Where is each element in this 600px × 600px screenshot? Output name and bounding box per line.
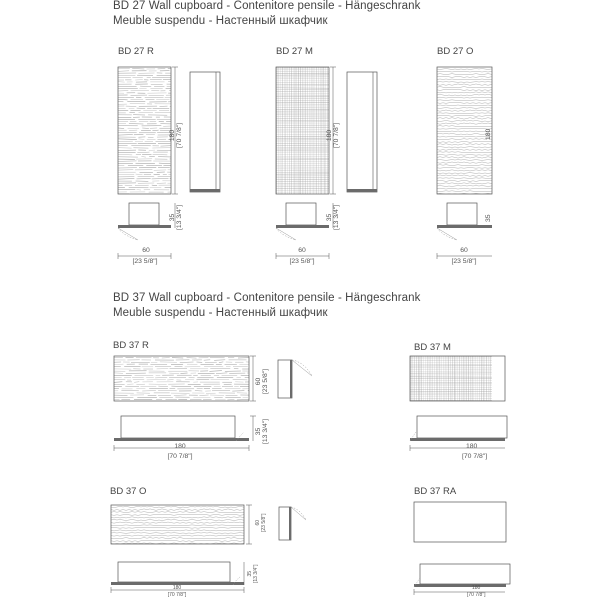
bd37o-width-dim: 180 (172, 585, 182, 591)
bd37r-width-in: [70 7/8"] (167, 453, 193, 460)
wave-line (437, 126, 497, 127)
wave-line (437, 152, 497, 153)
bd37r-front-pattern (114, 358, 263, 400)
section2-title: BD 37 Wall cupboard - Contenitore pensile - Hängeschrank (113, 292, 421, 304)
wood-grain-line (136, 174, 143, 175)
bd37m-label: BD 37 M (414, 342, 451, 353)
bd27r-width-dim: 60 (142, 247, 150, 254)
wave-line (437, 141, 497, 142)
bd27m-width-in: [23 5/8"] (289, 258, 315, 265)
bd37ra-top (420, 564, 510, 584)
wave-line (437, 188, 497, 189)
bd27m-top (286, 203, 316, 225)
wave-line (437, 105, 497, 106)
wave-line (437, 97, 497, 98)
bd37r-front (114, 356, 249, 401)
wave-line (111, 538, 249, 539)
wave-line (437, 100, 497, 101)
bd27o-drawing (437, 67, 497, 259)
bd37o-depth-dim: 35 [13 3/4"] (247, 564, 259, 583)
wave-line (437, 157, 497, 158)
wood-grain-line (152, 185, 157, 186)
bd27r-depth-dim: 35 [13 3/4"] (169, 204, 184, 230)
wave-line (437, 160, 497, 161)
wood-grain-line (174, 395, 187, 396)
wave-line (437, 115, 497, 116)
wave-line (437, 167, 497, 168)
bd37o-label: BD 37 O (110, 486, 147, 497)
wave-line (437, 82, 497, 83)
bd37ra-front (414, 502, 506, 542)
wood-grain-line (171, 386, 191, 387)
section2-subtitle: Meuble suspendu - Настенный шкафчик (113, 307, 328, 319)
bd27r-top (129, 203, 159, 225)
bd27m-drawing (276, 67, 377, 259)
wave-line (111, 535, 249, 536)
bd27m-front-pattern (276, 67, 329, 194)
bd27m-width-dim: 60 (298, 247, 306, 254)
wave-line (437, 123, 497, 124)
bd37o-top (118, 562, 230, 582)
bd27o-height-dim: 180 (485, 128, 492, 140)
wood-grain-line (118, 71, 129, 72)
wood-grain-line (187, 358, 197, 359)
wood-grain-line (118, 135, 133, 136)
bd27m-side (347, 72, 377, 192)
wood-grain-line (118, 154, 132, 155)
wave-line (437, 76, 497, 77)
bd27r-label: BD 27 R (118, 46, 154, 57)
wave-line (111, 533, 249, 534)
wood-grain-line (114, 364, 124, 365)
bd37ra-drawing (414, 502, 510, 595)
wave-line (111, 506, 249, 507)
wave-line (437, 173, 497, 174)
wave-line (111, 517, 249, 518)
wave-line (437, 165, 497, 166)
wave-line (111, 522, 249, 523)
wood-grain-line (118, 185, 123, 186)
bd27o-label: BD 27 O (437, 46, 474, 57)
bd27m-depth-dim: 35 [13 3/4"] (326, 204, 341, 230)
bd37m-width-dim: 180 (466, 443, 478, 450)
wave-line (437, 162, 497, 163)
wood-grain-line (158, 386, 168, 387)
wave-line (111, 509, 249, 510)
wave-line (437, 92, 497, 93)
wave-line (437, 180, 497, 181)
wave-line (437, 121, 497, 122)
wave-line (437, 71, 497, 72)
wave-line (437, 69, 497, 70)
wood-grain-line (155, 377, 167, 378)
bd27r-height-dim: 180 [70 7/8"] (169, 122, 184, 148)
bd37o-drawing (111, 505, 306, 593)
bd37r-side (278, 360, 292, 398)
wood-grain-line (138, 139, 144, 140)
bd27o-depth-dim: 35 (485, 214, 492, 222)
bd37ra-width-in: [70 7/8"] (467, 592, 486, 598)
wood-grain-line (152, 130, 158, 131)
bd37r-width-dim: 180 (174, 443, 186, 450)
wave-line (437, 154, 497, 155)
wood-grain-line (118, 139, 137, 140)
bd27o-width-dim: 60 (460, 247, 468, 254)
wood-grain-line (118, 179, 134, 180)
bd27o-width-in: [23 5/8"] (451, 258, 477, 265)
wave-line (437, 79, 497, 80)
wood-grain-line (237, 399, 255, 400)
wood-grain-line (140, 86, 151, 87)
bd37r-depth-dim: 35 [13 3/4"] (255, 418, 270, 444)
wave-line (111, 540, 249, 541)
wave-line (437, 178, 497, 179)
section1-subtitle: Meuble suspendu - Настенный шкафчик (113, 15, 328, 27)
wave-line (111, 527, 249, 528)
wood-grain-line (216, 373, 227, 374)
wave-line (437, 149, 497, 150)
bd27r-drawing (118, 67, 220, 259)
bd27m-height-dim: 180 [70 7/8"] (326, 122, 341, 148)
wave-line (437, 110, 497, 111)
wood-grain-line (138, 176, 155, 177)
bd37m-width-in: [70 7/8"] (462, 453, 488, 460)
section1-title: BD 27 Wall cupboard - Contenitore pensile - Hängeschrank (113, 0, 421, 12)
bd37r-top (121, 416, 235, 438)
bd27r-side (190, 72, 220, 192)
wood-grain-line (141, 157, 146, 158)
wave-line (437, 170, 497, 171)
wave-line (437, 144, 497, 145)
bd27r-width-in: [23 5/8"] (132, 258, 158, 265)
wave-line (111, 525, 249, 526)
wave-line (437, 74, 497, 75)
wave-line (437, 94, 497, 95)
wood-grain-line (134, 382, 139, 383)
wood-grain-line (241, 375, 256, 376)
wave-line (111, 530, 249, 531)
wood-grain-line (153, 154, 168, 155)
wave-line (437, 183, 497, 184)
bd37ra-width-dim: 180 (472, 585, 481, 591)
wood-grain-line (219, 362, 223, 363)
bd37m-drawing (410, 356, 507, 451)
bd27o-top (447, 203, 477, 225)
wave-line (437, 147, 497, 148)
wood-grain-line (180, 362, 194, 363)
wave-line (437, 89, 497, 90)
wave-line (437, 186, 497, 187)
bd37r-label: BD 37 R (113, 340, 149, 351)
wave-line (437, 87, 497, 88)
wave-line (437, 175, 497, 176)
bd37ra-label: BD 37 RA (414, 486, 457, 497)
wave-line (437, 191, 497, 192)
wood-grain-line (114, 399, 120, 400)
wood-grain-line (118, 161, 137, 162)
bd27m-label: BD 27 M (276, 46, 313, 57)
wood-grain-line (209, 371, 222, 372)
wood-grain-line (214, 360, 225, 361)
wave-line (111, 514, 249, 515)
bd37m-front-pattern (410, 356, 492, 401)
wave-line (437, 102, 497, 103)
wave-line (437, 108, 497, 109)
bd37r-drawing (114, 356, 312, 451)
wood-grain-line (159, 163, 170, 164)
wave-line (437, 84, 497, 85)
bd37r-height-dim: 60 [23 5/8"] (255, 368, 270, 394)
wood-grain-line (165, 187, 180, 188)
wood-grain-line (132, 69, 144, 70)
wave-line (437, 113, 497, 114)
bd37m-top (417, 416, 507, 438)
bd37o-front-pattern (111, 506, 249, 544)
wood-grain-line (214, 397, 223, 398)
bd37o-width-in: [70 7/8"] (167, 592, 187, 598)
bd37o-height-dim: 60 [23 5/8"] (255, 513, 267, 532)
wave-line (111, 519, 249, 520)
wood-grain-line (137, 152, 149, 153)
wave-line (111, 512, 249, 513)
wave-line (437, 118, 497, 119)
wood-grain-line (114, 382, 122, 383)
wood-grain-line (199, 395, 208, 396)
